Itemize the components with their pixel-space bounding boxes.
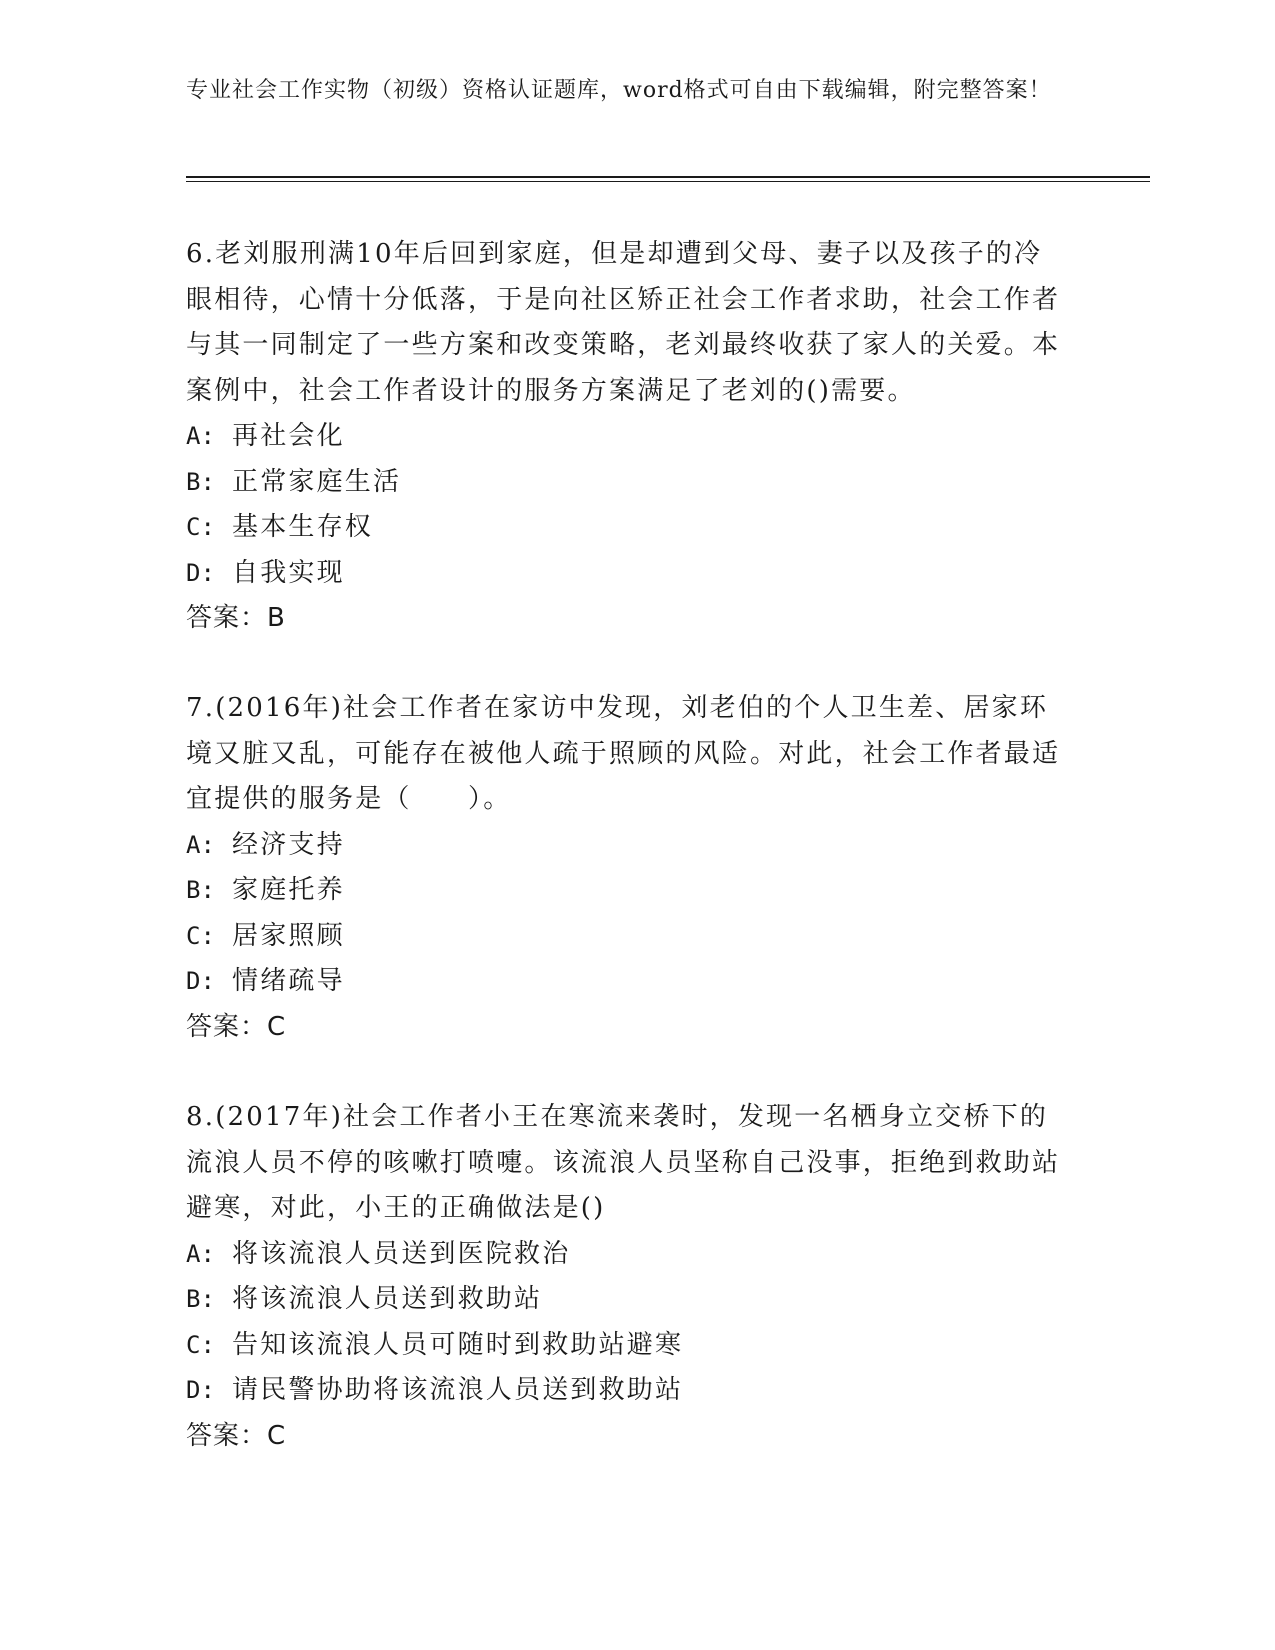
answer-option <box>186 1277 1066 1323</box>
option-text: 再社会化 <box>232 421 345 451</box>
answer-option <box>186 914 1066 960</box>
page-header-text: 专业社会工作实物（初级）资格认证题库，word格式可自由下载编辑，附完整答案！ <box>186 78 1052 103</box>
question-stem: 6.老刘服刑满10年后回到家庭，但是却遭到父母、妻子以及孩子的冷眼相待，心情十分低落，于是向社区矫正社会工作者求助，社会工作者与其一同制定了一些方案和改变策略，老刘最终收获了家人的关爱。本案例中，社会工作者设计的服务方案满足了老刘的()需要。 <box>186 239 1061 406</box>
answer-option <box>186 460 1066 506</box>
question-block <box>186 232 1066 642</box>
option-key: D: <box>186 967 215 995</box>
option-key: C: <box>186 921 215 950</box>
answer-option <box>186 868 1066 914</box>
option-key: A: <box>186 422 215 450</box>
option-key: B: <box>186 467 215 496</box>
option-key: C: <box>186 513 215 541</box>
option-text: 居家照顾 <box>232 920 345 951</box>
option-key: D: <box>186 558 215 587</box>
option-text: 自我实现 <box>232 557 345 588</box>
option-text: 将该流浪人员送到救助站 <box>232 1284 543 1314</box>
option-text: 家庭托养 <box>232 875 345 905</box>
answer-option <box>186 505 1066 551</box>
answer-option <box>186 1323 1066 1369</box>
question-block <box>186 686 1066 1050</box>
option-text: 情绪疏导 <box>232 966 345 996</box>
option-key: A: <box>186 1239 215 1268</box>
answer-option <box>186 414 1066 460</box>
option-text: 经济支持 <box>232 829 345 860</box>
question-block <box>186 1095 1066 1459</box>
answer-option <box>186 1368 1066 1414</box>
option-text: 基本生存权 <box>232 512 374 542</box>
question-stem: 7.(2016年)社会工作者在家访中发现，刘老伯的个人卫生差、居家环境又脏又乱，可能存在被他人疏于照顾的风险。对此，社会工作者最适宜提供的服务是（ ）。 <box>186 693 1061 814</box>
option-text: 告知该流浪人员可随时到救助站避寒 <box>232 1329 684 1360</box>
answer-label: 答案：C <box>186 1011 287 1042</box>
option-text: 将该流浪人员送到医院救治 <box>232 1238 571 1269</box>
answer-option <box>186 959 1066 1005</box>
option-key: D: <box>186 1376 215 1404</box>
option-key: B: <box>186 1285 215 1313</box>
answer-label: 答案：B <box>186 603 286 633</box>
option-key: A: <box>186 830 215 859</box>
option-key: B: <box>186 876 215 904</box>
option-text: 正常家庭生活 <box>232 466 402 497</box>
answer-option <box>186 1232 1066 1278</box>
option-text: 请民警协助将该流浪人员送到救助站 <box>232 1375 684 1405</box>
answer-option <box>186 551 1066 597</box>
option-key: C: <box>186 1330 215 1359</box>
answer-option <box>186 823 1066 869</box>
answer-label: 答案：C <box>186 1420 287 1451</box>
header-divider <box>186 176 1150 182</box>
question-stem: 8.(2017年)社会工作者小王在寒流来袭时，发现一名栖身立交桥下的流浪人员不停的咳嗽打喷嚏。该流浪人员坚称自己没事，拒绝到救助站避寒，对此，小王的正确做法是() <box>186 1102 1061 1223</box>
